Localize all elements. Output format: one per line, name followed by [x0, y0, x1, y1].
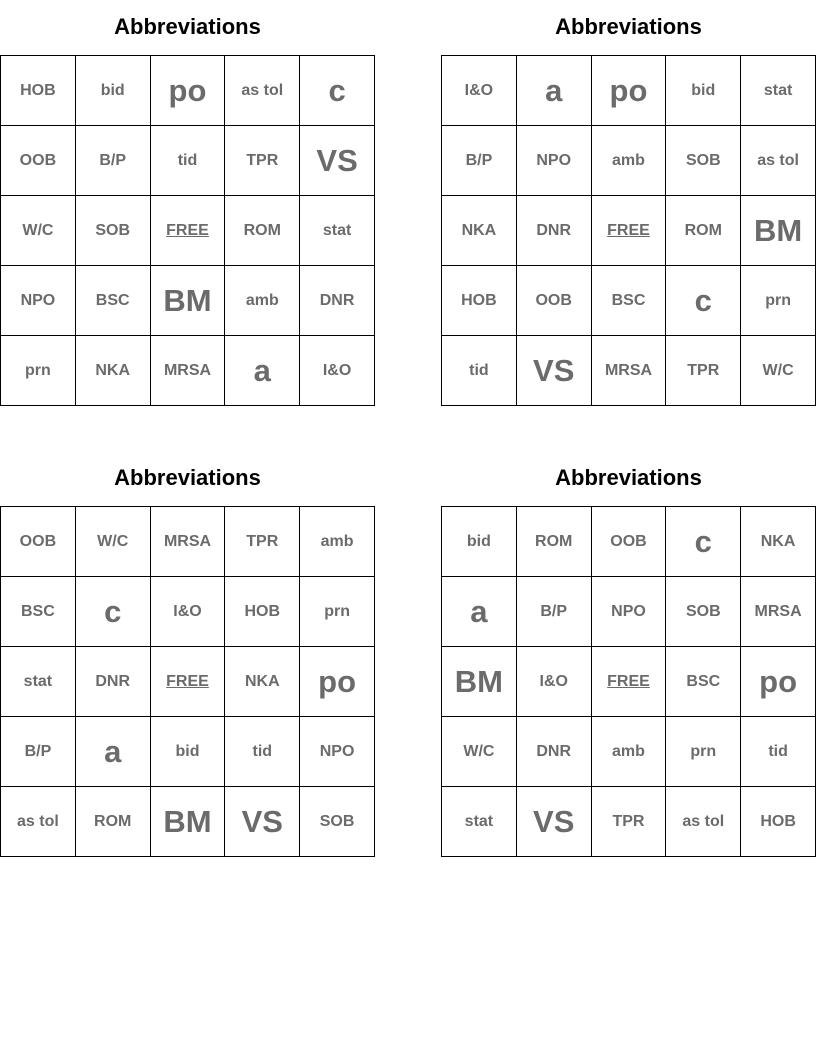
bingo-cell: W/C — [76, 507, 151, 577]
bingo-cell: BM — [151, 266, 226, 336]
bingo-cell: ROM — [225, 196, 300, 266]
bingo-cell: as tol — [1, 787, 76, 857]
bingo-cell: SOB — [76, 196, 151, 266]
bingo-cell: VS — [300, 126, 375, 196]
card-title: Abbreviations — [555, 14, 702, 39]
bingo-cell: ROM — [666, 196, 741, 266]
bingo-cell: tid — [442, 336, 517, 406]
bingo-cell: TPR — [225, 507, 300, 577]
bingo-cell: W/C — [741, 336, 816, 406]
bingo-grid — [441, 55, 816, 406]
card-title: Abbreviations — [114, 14, 261, 39]
bingo-cell: B/P — [1, 717, 76, 787]
bingo-cell: c — [300, 56, 375, 126]
bingo-cell: HOB — [225, 577, 300, 647]
bingo-cell: ROM — [517, 507, 592, 577]
bingo-cell: W/C — [1, 196, 76, 266]
bingo-cell: po — [151, 56, 226, 126]
bingo-cell: as tol — [666, 787, 741, 857]
bingo-cell: BSC — [666, 647, 741, 717]
bingo-cell: NKA — [442, 196, 517, 266]
bingo-cell: bid — [666, 56, 741, 126]
bingo-cell: OOB — [1, 507, 76, 577]
bingo-cell: BM — [151, 787, 226, 857]
bingo-cell: SOB — [666, 126, 741, 196]
bingo-cell: prn — [741, 266, 816, 336]
bingo-cell: po — [592, 56, 667, 126]
bingo-cell: po — [300, 647, 375, 717]
bingo-cell: VS — [517, 336, 592, 406]
bingo-cell: TPR — [225, 126, 300, 196]
bingo-cell: tid — [225, 717, 300, 787]
bingo-cell: HOB — [1, 56, 76, 126]
bingo-cell: a — [76, 717, 151, 787]
bingo-cell: I&O — [300, 336, 375, 406]
bingo-cell: SOB — [666, 577, 741, 647]
bingo-cell: NPO — [592, 577, 667, 647]
bingo-cell: amb — [225, 266, 300, 336]
bingo-cell: OOB — [517, 266, 592, 336]
bingo-cell: BSC — [1, 577, 76, 647]
bingo-cell: DNR — [300, 266, 375, 336]
bingo-cell: NKA — [76, 336, 151, 406]
card-title: Abbreviations — [555, 465, 702, 490]
bingo-cell: amb — [592, 717, 667, 787]
bingo-cell: I&O — [517, 647, 592, 717]
bingo-cell: c — [666, 507, 741, 577]
bingo-cell: MRSA — [741, 577, 816, 647]
bingo-cell: BM — [442, 647, 517, 717]
bingo-grid — [0, 506, 375, 857]
bingo-cell: I&O — [442, 56, 517, 126]
bingo-cell: B/P — [442, 126, 517, 196]
bingo-cell: amb — [592, 126, 667, 196]
bingo-cell: prn — [1, 336, 76, 406]
bingo-cell: a — [517, 56, 592, 126]
free-space-cell: FREE — [151, 647, 226, 717]
bingo-cell: NKA — [741, 507, 816, 577]
bingo-cell: VS — [225, 787, 300, 857]
bingo-cell: SOB — [300, 787, 375, 857]
bingo-cell: bid — [151, 717, 226, 787]
bingo-cell: as tol — [741, 126, 816, 196]
bingo-cell: c — [76, 577, 151, 647]
bingo-cell: B/P — [517, 577, 592, 647]
bingo-cell: MRSA — [151, 336, 226, 406]
bingo-cell: HOB — [741, 787, 816, 857]
bingo-cell: NPO — [1, 266, 76, 336]
bingo-cell: W/C — [442, 717, 517, 787]
bingo-cell: prn — [300, 577, 375, 647]
bingo-cell: prn — [666, 717, 741, 787]
bingo-cell: stat — [300, 196, 375, 266]
bingo-cell: NPO — [517, 126, 592, 196]
bingo-cell: a — [225, 336, 300, 406]
bingo-cell: stat — [741, 56, 816, 126]
bingo-cell: BM — [741, 196, 816, 266]
bingo-cell: OOB — [592, 507, 667, 577]
bingo-cell: c — [666, 266, 741, 336]
bingo-cell: NPO — [300, 717, 375, 787]
bingo-cell: DNR — [517, 717, 592, 787]
free-space-cell: FREE — [592, 647, 667, 717]
free-space-cell: FREE — [592, 196, 667, 266]
bingo-cell: NKA — [225, 647, 300, 717]
bingo-cell: DNR — [76, 647, 151, 717]
bingo-cell: BSC — [76, 266, 151, 336]
bingo-cell: BSC — [592, 266, 667, 336]
bingo-cell: HOB — [442, 266, 517, 336]
bingo-cell: amb — [300, 507, 375, 577]
bingo-cell: bid — [76, 56, 151, 126]
bingo-cell: MRSA — [592, 336, 667, 406]
bingo-grid — [441, 506, 816, 857]
bingo-cell: MRSA — [151, 507, 226, 577]
bingo-cell: tid — [151, 126, 226, 196]
bingo-cell: VS — [517, 787, 592, 857]
bingo-cell: a — [442, 577, 517, 647]
bingo-cell: I&O — [151, 577, 226, 647]
bingo-cell: po — [741, 647, 816, 717]
bingo-cell: TPR — [666, 336, 741, 406]
bingo-cell: stat — [442, 787, 517, 857]
bingo-cell: bid — [442, 507, 517, 577]
card-title: Abbreviations — [114, 465, 261, 490]
bingo-grid — [0, 55, 375, 406]
bingo-cell: stat — [1, 647, 76, 717]
bingo-cell: ROM — [76, 787, 151, 857]
bingo-cell: OOB — [1, 126, 76, 196]
bingo-cell: TPR — [592, 787, 667, 857]
free-space-cell: FREE — [151, 196, 226, 266]
bingo-cell: DNR — [517, 196, 592, 266]
bingo-cell: as tol — [225, 56, 300, 126]
bingo-cell: tid — [741, 717, 816, 787]
bingo-cell: B/P — [76, 126, 151, 196]
